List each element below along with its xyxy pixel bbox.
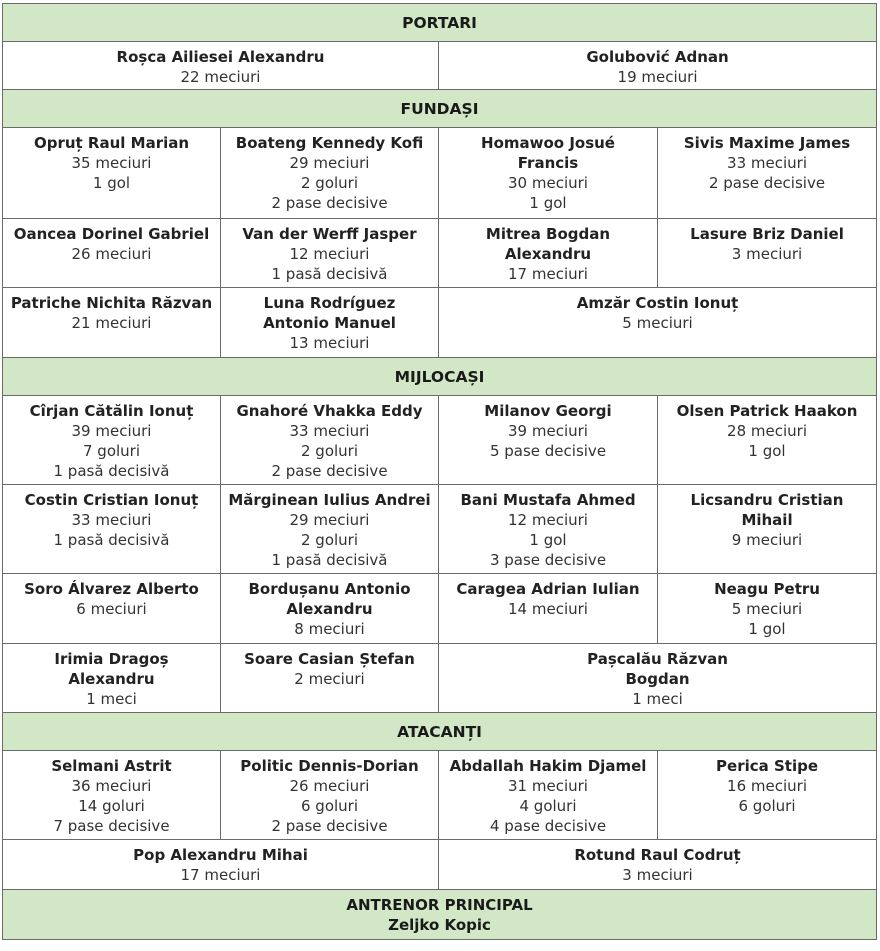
player-name: Caragea Adrian Iulian (456, 580, 640, 598)
player-stat: 12 meciuri (289, 245, 370, 263)
section-header-antrenor: ANTRENOR PRINCIPAL (346, 896, 533, 914)
player-name: Pașcalău Răzvan Bogdan (587, 650, 728, 688)
player-stat: 33 meciuri (289, 422, 370, 440)
player-stat: 22 meciuri (180, 68, 261, 86)
player-cell (439, 288, 877, 358)
player-name: Soare Casian Ștefan (244, 650, 415, 668)
player-cell (439, 751, 658, 840)
player-name: Opruț Raul Marian (33, 134, 190, 152)
player-stat: 14 goluri (78, 797, 145, 815)
player-stat: 17 meciuri (180, 866, 261, 884)
player-cell (658, 396, 877, 485)
player-name: Sivis Maxime James (683, 134, 851, 152)
player-name: Luna Rodríguez Antonio Manuel (263, 294, 396, 332)
player-name: Homawoo Josué Francis (481, 134, 615, 172)
player-name: Mitrea Bogdan Alexandru (485, 225, 611, 263)
player-stat: 3 meciuri (622, 866, 693, 884)
player-name: Selmani Astrit (51, 757, 172, 775)
player-stat: 6 meciuri (76, 600, 147, 618)
player-stat: 2 pase decisive (271, 194, 388, 212)
player-stat: 5 meciuri (731, 600, 803, 618)
section-header-fundasi: FUNDAȘI (3, 90, 877, 128)
player-stat: 30 meciuri (508, 174, 588, 192)
player-name: Olsen Patrick Haakon (676, 402, 858, 420)
section-header-atacanti: ATACANȚI (3, 713, 877, 751)
section-header-mijlocasi: MIJLOCAȘI (3, 358, 877, 396)
player-stat: 13 meciuri (289, 334, 370, 352)
player-stat: 2 meciuri (294, 670, 365, 688)
player-stat: 1 pasă decisivă (53, 531, 170, 549)
player-cell (439, 644, 877, 713)
player-name: Oancea Dorinel Gabriel (13, 225, 210, 243)
player-stat: 26 meciuri (289, 777, 370, 795)
player-cell (3, 128, 221, 219)
player-cell (221, 644, 439, 713)
player-stat: 33 meciuri (727, 154, 807, 172)
player-stat: 3 pase decisive (489, 551, 607, 569)
player-name: Gnahoré Vhakka Eddy (236, 402, 423, 420)
player-cell (658, 219, 877, 288)
player-cell (439, 396, 658, 485)
player-stat: 16 meciuri (727, 777, 807, 795)
player-cell (439, 42, 877, 90)
player-cell (221, 485, 439, 574)
player-stat: 17 meciuri (508, 265, 588, 283)
player-stat: 29 meciuri (289, 511, 370, 529)
player-stat: 3 meciuri (731, 245, 803, 263)
player-stat: 6 goluri (738, 797, 796, 815)
player-name: Costin Cristian Ionuț (24, 491, 199, 509)
player-stat: 5 meciuri (622, 314, 693, 332)
player-name: Mărginean Iulius Andrei (228, 491, 431, 509)
player-name: Perica Stipe (716, 757, 818, 775)
player-stat: 2 goluri (300, 531, 359, 549)
player-stat: 1 gol (748, 620, 786, 638)
player-name: Amzăr Costin Ionuț (576, 294, 739, 312)
player-cell (221, 128, 439, 219)
player-cell (3, 644, 221, 713)
coach-name: Zeljko Kopic (388, 916, 491, 934)
player-stat: 14 meciuri (508, 600, 588, 618)
player-stat: 1 gol (92, 174, 131, 192)
player-stat: 35 meciuri (71, 154, 152, 172)
player-name: Bordușanu Antonio Alexandru (248, 580, 411, 618)
player-stat: 19 meciuri (617, 68, 698, 86)
player-name: Irimia Dragoș Alexandru (54, 650, 169, 688)
coach-cell (3, 890, 877, 940)
player-name: Golubović Adnan (586, 48, 729, 66)
section-header-portari: PORTARI (3, 4, 877, 42)
player-stat: 1 pasă decisivă (271, 265, 388, 283)
player-stat: 4 pase decisive (489, 817, 607, 835)
player-stat: 1 gol (748, 442, 786, 460)
player-stat: 2 goluri (300, 174, 359, 192)
player-cell (3, 396, 221, 485)
player-stat: 2 goluri (300, 442, 359, 460)
player-name: Boateng Kennedy Kofi (235, 134, 424, 152)
player-stat: 1 meci (86, 690, 137, 708)
player-name: Abdallah Hakim Djamel (449, 757, 647, 775)
player-name: Neagu Petru (714, 580, 820, 598)
player-stat: 21 meciuri (71, 314, 152, 332)
player-cell (221, 574, 439, 644)
player-cell (439, 574, 658, 644)
player-stat: 36 meciuri (71, 777, 152, 795)
player-stat: 4 goluri (519, 797, 577, 815)
player-cell (439, 219, 658, 288)
player-stat: 39 meciuri (71, 422, 152, 440)
player-stat: 39 meciuri (508, 422, 588, 440)
player-cell (439, 485, 658, 574)
player-cell (3, 42, 439, 90)
player-cell (221, 288, 439, 358)
player-cell (658, 574, 877, 644)
player-stat: 28 meciuri (727, 422, 807, 440)
player-name: Licsandru Cristian Mihail (690, 491, 844, 529)
player-name: Lasure Briz Daniel (690, 225, 844, 243)
player-stat: 2 pase decisive (271, 817, 388, 835)
player-name: Cîrjan Cătălin Ionuț (29, 402, 194, 420)
player-stat: 1 gol (529, 531, 567, 549)
player-stat: 2 pase decisive (271, 462, 388, 480)
player-cell (3, 840, 439, 890)
player-stat: 1 gol (529, 194, 567, 212)
player-name: Rotund Raul Codruț (574, 846, 741, 864)
player-cell (221, 219, 439, 288)
player-name: Pop Alexandru Mihai (133, 846, 308, 864)
player-name: Bani Mustafa Ahmed (460, 491, 636, 509)
player-cell (439, 840, 877, 890)
player-name: Politic Dennis-Dorian (240, 757, 419, 775)
player-stat: 1 meci (632, 690, 683, 708)
player-name: Van der Werff Jasper (242, 225, 417, 243)
player-cell (439, 128, 658, 219)
squad-roster-table (2, 3, 877, 940)
player-stat: 33 meciuri (71, 511, 152, 529)
player-cell (3, 219, 221, 288)
player-cell (658, 128, 877, 219)
player-stat: 7 goluri (82, 442, 141, 460)
player-stat: 12 meciuri (508, 511, 588, 529)
player-name: Milanov Georgi (484, 402, 612, 420)
player-name: Soro Álvarez Alberto (24, 580, 199, 598)
player-stat: 9 meciuri (731, 531, 803, 549)
player-stat: 29 meciuri (289, 154, 370, 172)
player-stat: 8 meciuri (294, 620, 365, 638)
player-stat: 1 pasă decisivă (271, 551, 388, 569)
player-stat: 2 pase decisive (708, 174, 826, 192)
player-stat: 6 goluri (300, 797, 359, 815)
player-cell (3, 485, 221, 574)
player-cell (3, 751, 221, 840)
player-cell (3, 574, 221, 644)
player-cell (658, 485, 877, 574)
player-name: Roșca Ailiesei Alexandru (116, 48, 325, 66)
player-stat: 5 pase decisive (489, 442, 607, 460)
player-cell (3, 288, 221, 358)
player-cell (221, 396, 439, 485)
player-stat: 31 meciuri (508, 777, 588, 795)
player-cell (221, 751, 439, 840)
player-stat: 1 pasă decisivă (53, 462, 170, 480)
player-stat: 7 pase decisive (53, 817, 170, 835)
player-cell (658, 751, 877, 840)
player-name: Patriche Nichita Răzvan (10, 294, 213, 312)
player-stat: 26 meciuri (71, 245, 152, 263)
